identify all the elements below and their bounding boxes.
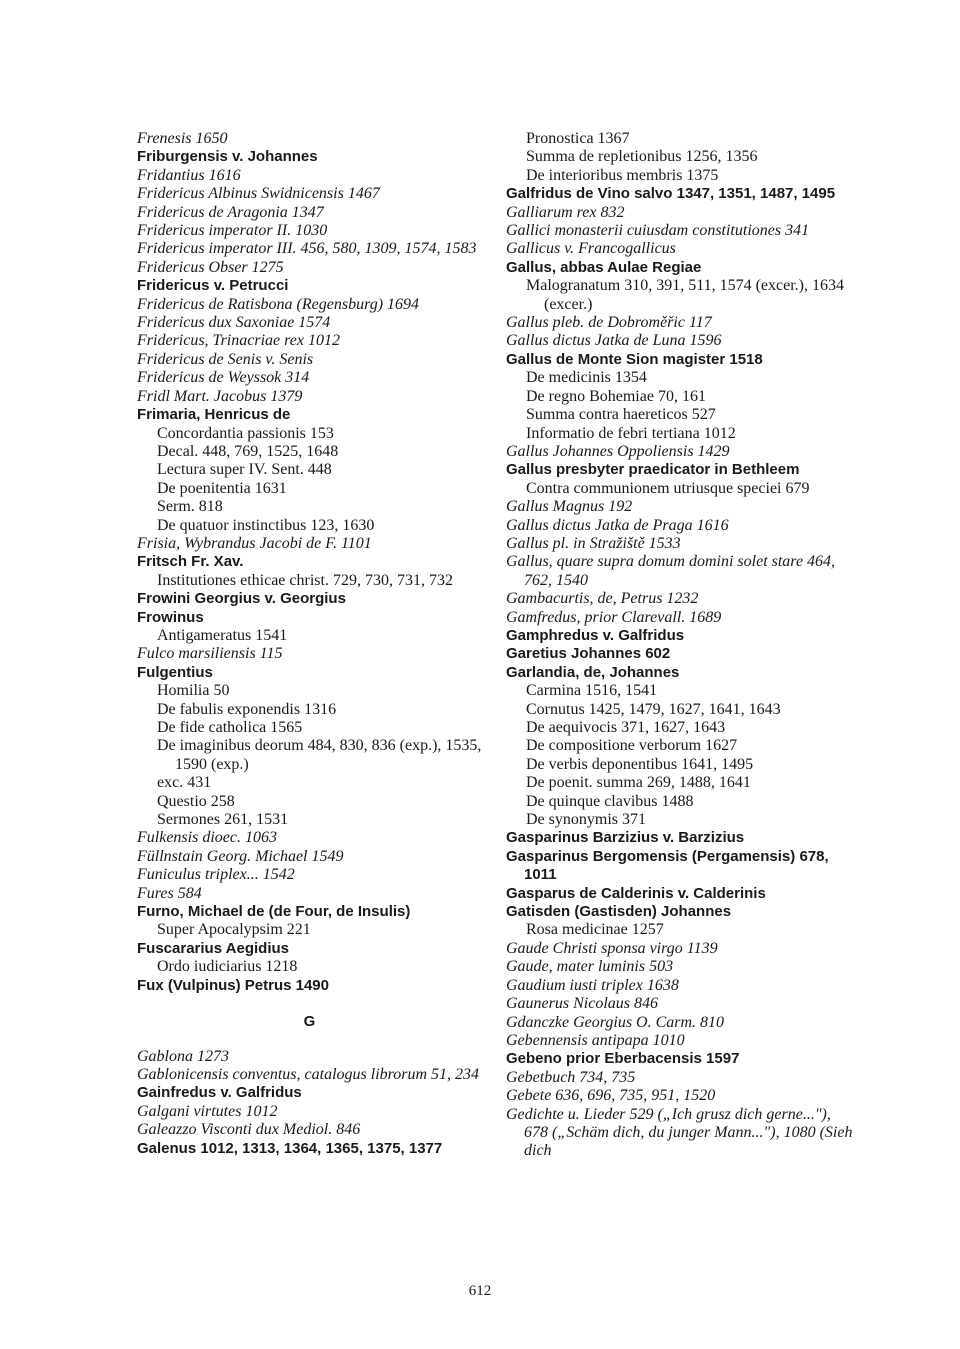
index-subentry: De interioribus membris 1375 bbox=[526, 166, 719, 184]
index-entry: Gallus pl. in Stražiště 1533 bbox=[506, 534, 681, 552]
index-entry: Frowini Georgius v. Georgius bbox=[137, 590, 346, 608]
index-entry: Gambacurtis, de, Petrus 1232 bbox=[506, 590, 699, 608]
index-entry: Gasparinus Bergomensis (Pergamensis) 678, 1011 bbox=[506, 847, 829, 884]
index-subentry: De poenit. summa 269, 1488, 1641 bbox=[526, 774, 751, 792]
index-entry: Gablona 1273 bbox=[137, 1047, 229, 1065]
index-entry: Garetius Johannes 602 bbox=[506, 645, 671, 663]
index-subentry: De regno Bohemiae 70, 161 bbox=[526, 387, 706, 405]
index-subentry: Pronostica 1367 bbox=[526, 130, 630, 147]
left-entries-g bbox=[137, 1048, 482, 1158]
index-entry: Gamfredus, prior Clarevall. 1689 bbox=[506, 608, 722, 626]
page-number: 612 bbox=[468, 1283, 492, 1299]
index-subentry: De quinque clavibus 1488 bbox=[526, 792, 694, 810]
index-subentry: Carmina 1516, 1541 bbox=[526, 682, 658, 700]
index-entry: Frenesis 1650 bbox=[137, 130, 228, 147]
index-subentry: Ordo iudiciarius 1218 bbox=[157, 958, 298, 976]
index-entry: Fridantius 1616 bbox=[137, 166, 241, 184]
index-subentry: Summa contra haereticos 527 bbox=[526, 406, 716, 424]
index-subentry: Sermones 261, 1531 bbox=[157, 811, 289, 829]
index-entry: Gaude Christi sponsa virgo 1139 bbox=[506, 939, 718, 957]
index-subentry: Super Apocalypsim 221 bbox=[157, 921, 311, 939]
index-entry: Frimaria, Henricus de bbox=[137, 406, 291, 424]
index-entry: Galgani virtutes 1012 bbox=[137, 1102, 278, 1120]
index-entry: Gallus Magnus 192 bbox=[506, 498, 633, 516]
index-entry: Fulco marsiliensis 115 bbox=[137, 645, 283, 663]
index-entry: Fridericus de Weyssok 314 bbox=[137, 369, 310, 387]
index-entry: Gasparus de Calderinis v. Calderinis bbox=[506, 884, 766, 902]
index-subentry: Homilia 50 bbox=[157, 682, 230, 700]
index-entry: Gallus, quare supra domum domini solet stare 464, 762, 1540 bbox=[506, 553, 836, 589]
index-entry: Gallus presbyter praedicator in Bethleem bbox=[506, 461, 800, 479]
index-entry: Fures 584 bbox=[137, 884, 202, 902]
index-entry: Fridericus imperator III. 456, 580, 1309, 1574, 1583 bbox=[137, 240, 477, 258]
index-subentry: Decal. 448, 769, 1525, 1648 bbox=[157, 442, 339, 460]
index-entry: Garlandia, de, Johannes bbox=[506, 663, 680, 681]
index-entry: Gedichte u. Lieder 529 („Ich grusz dich gerne..."), 678 („Schäm dich, du junger Mann..."), 1080 (Sieh dich bbox=[506, 1105, 853, 1160]
index-subentry: Questio 258 bbox=[157, 792, 235, 810]
index-subentry: Contra communionem utriusque speciei 679 bbox=[526, 479, 810, 497]
index-entry: Gallus, abbas Aulae Regiae bbox=[506, 258, 702, 276]
index-entry: Galenus 1012, 1313, 1364, 1365, 1375, 1377 bbox=[137, 1139, 443, 1157]
index-entry: Funiculus triplex... 1542 bbox=[137, 866, 295, 884]
index-entry: Fridericus imperator II. 1030 bbox=[137, 222, 328, 240]
index-entry: Gebetbuch 734, 735 bbox=[506, 1068, 636, 1086]
index-entry: Fulgentius bbox=[137, 663, 213, 681]
left-column bbox=[137, 130, 482, 1158]
index-entry: Fridericus, Trinacriae rex 1012 bbox=[137, 332, 340, 350]
index-entry: Fridericus Obser 1275 bbox=[137, 258, 284, 276]
index-subentry: Informatio de febri tertiana 1012 bbox=[526, 424, 736, 442]
index-subentry: De medicinis 1354 bbox=[526, 369, 647, 387]
index-subentry: exc. 431 bbox=[157, 774, 212, 792]
index-entry: Gainfredus v. Galfridus bbox=[137, 1084, 302, 1102]
index-entry: Gallus Johannes Oppoliensis 1429 bbox=[506, 442, 730, 460]
index-entry: Gasparinus Barzizius v. Barzizius bbox=[506, 829, 745, 847]
left-entries-f bbox=[137, 130, 482, 995]
index-entry: Gamphredus v. Galfridus bbox=[506, 626, 685, 644]
index-entry: Fuscararius Aegidius bbox=[137, 939, 289, 957]
index-entry: Gebeno prior Eberbacensis 1597 bbox=[506, 1050, 740, 1068]
index-subentry: De fide catholica 1565 bbox=[157, 719, 303, 736]
index-subentry: Summa de repletionibus 1256, 1356 bbox=[526, 148, 758, 166]
index-subentry: De synonymis 371 bbox=[526, 811, 646, 829]
index-entry: Füllnstain Georg. Michael 1549 bbox=[137, 847, 344, 865]
index-subentry: Serm. 818 bbox=[157, 498, 223, 516]
right-entries bbox=[506, 130, 856, 1161]
index-entry: Gallicus v. Francogallicus bbox=[506, 240, 676, 258]
index-entry: Gebete 636, 696, 735, 951, 1520 bbox=[506, 1087, 716, 1105]
index-entry: Gallus de Monte Sion magister 1518 bbox=[506, 350, 763, 368]
index-entry: Fridericus Albinus Swidnicensis 1467 bbox=[137, 185, 380, 203]
index-subentry: De fabulis exponendis 1316 bbox=[157, 700, 337, 718]
index-entry: Gebennensis antipapa 1010 bbox=[506, 1031, 685, 1049]
index-entry: Gallici monasterii cuiusdam constitutiones 341 bbox=[506, 222, 810, 240]
index-entry: Gaunerus Nicolaus 846 bbox=[506, 995, 658, 1013]
index-subentry: De aequivocis 371, 1627, 1643 bbox=[526, 719, 726, 736]
index-entry: Gaudium iusti triplex 1638 bbox=[506, 976, 679, 994]
index-subentry: De poenitentia 1631 bbox=[157, 479, 287, 497]
index-subentry: De compositione verborum 1627 bbox=[526, 737, 738, 755]
index-entry: Fridericus de Ratisbona (Regensburg) 1694 bbox=[137, 295, 420, 313]
index-entry: Galfridus de Vino salvo 1347, 1351, 1487, 1495 bbox=[506, 185, 836, 203]
index-entry: Fridericus dux Saxoniae 1574 bbox=[137, 314, 331, 332]
index-subentry: Malogranatum 310, 391, 511, 1574 (excer.), 1634 (excer.) bbox=[526, 277, 845, 313]
index-subentry: De imaginibus deorum 484, 830, 836 (exp.), 1535, 1590 (exp.) bbox=[157, 737, 482, 773]
index-entry: Fritsch Fr. Xav. bbox=[137, 553, 244, 571]
index-subentry: Antigameratus 1541 bbox=[157, 626, 288, 644]
index-entry: Gallus pleb. de Dobroměřic 117 bbox=[506, 314, 712, 332]
index-entry: Gaude, mater luminis 503 bbox=[506, 958, 674, 976]
index-entry: Fridericus v. Petrucci bbox=[137, 277, 289, 295]
index-entry: Gallus dictus Jatka de Luna 1596 bbox=[506, 332, 722, 350]
index-subentry: Rosa medicinae 1257 bbox=[526, 921, 664, 939]
index-entry: Frowinus bbox=[137, 608, 204, 626]
index-entry: Fridericus de Aragonia 1347 bbox=[137, 203, 324, 221]
index-entry: Gdanczke Georgius O. Carm. 810 bbox=[506, 1013, 725, 1031]
section-heading: G bbox=[303, 1013, 316, 1031]
index-entry: Fulkensis dioec. 1063 bbox=[137, 829, 277, 847]
index-entry: Frisia, Wybrandus Jacobi de F. 1101 bbox=[137, 534, 372, 552]
index-subentry: Institutiones ethicae christ. 729, 730, 731, 732 bbox=[157, 571, 453, 589]
index-entry: Galliarum rex 832 bbox=[506, 203, 625, 221]
index-entry: Gallus dictus Jatka de Praga 1616 bbox=[506, 516, 729, 534]
index-subentry: Lectura super IV. Sent. 448 bbox=[157, 461, 332, 479]
index-entry: Friburgensis v. Johannes bbox=[137, 148, 318, 166]
index-entry: Gatisden (Gastisden) Johannes bbox=[506, 903, 732, 921]
index-entry: Fridericus de Senis v. Senis bbox=[137, 350, 314, 368]
index-entry: Gablonicensis conventus, catalogus librorum 51, 234 bbox=[137, 1065, 480, 1083]
index-subentry: De quatuor instinctibus 123, 1630 bbox=[157, 516, 375, 534]
index-subentry: Cornutus 1425, 1479, 1627, 1641, 1643 bbox=[526, 700, 781, 718]
right-column bbox=[506, 130, 856, 1161]
index-entry: Fux (Vulpinus) Petrus 1490 bbox=[137, 976, 329, 994]
index-entry: Galeazzo Visconti dux Mediol. 846 bbox=[137, 1121, 361, 1139]
index-subentry: De verbis deponentibus 1641, 1495 bbox=[526, 755, 754, 773]
index-subentry: Concordantia passionis 153 bbox=[157, 424, 334, 442]
index-entry: Furno, Michael de (de Four, de Insulis) bbox=[137, 903, 411, 921]
index-entry: Fridl Mart. Jacobus 1379 bbox=[137, 387, 303, 405]
